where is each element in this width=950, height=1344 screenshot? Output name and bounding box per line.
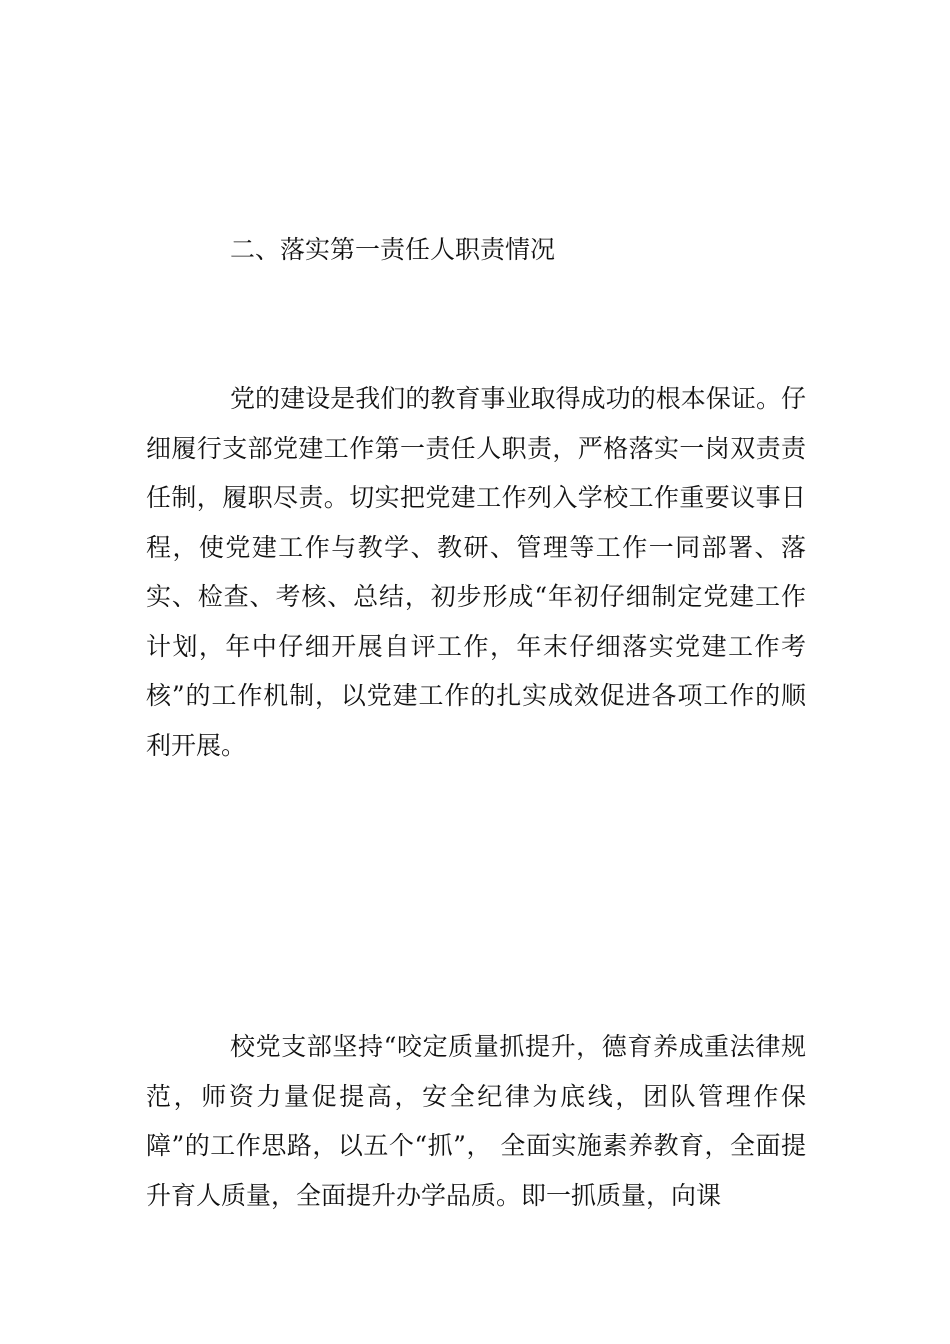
paragraph-party-building: 党的建设是我们的教育事业取得成功的根本保证。仔细履行支部党建工作第一责任人职责，严格落实一岗双责责任制，履职尽责。切实把党建工作列入学校工作重要议事日程，使党建工作与教学、教研、管理等工作一同部署、落实、检查、考核、总结，初步形成“年初仔细制定党建工作计划，年中仔细开展自评工作，年末仔细落实党建工作考核”的工作机制，以党建工作的扎实成效促进各项工作的顺利开展。 bbox=[146, 384, 806, 760]
paragraph-school-party-branch: 校党支部坚持“咬定质量抓提升，德育养成重法律规范，师资力量促提高，安全纪律为底线，团队管理作保障”的工作思路，以五个“抓”， 全面实施素养教育，全面提升育人质量，全面提升办学品质。即一抓质量，向课 bbox=[146, 1032, 806, 1210]
section-heading: 二、落实第一责任人职责情况 bbox=[230, 235, 556, 264]
